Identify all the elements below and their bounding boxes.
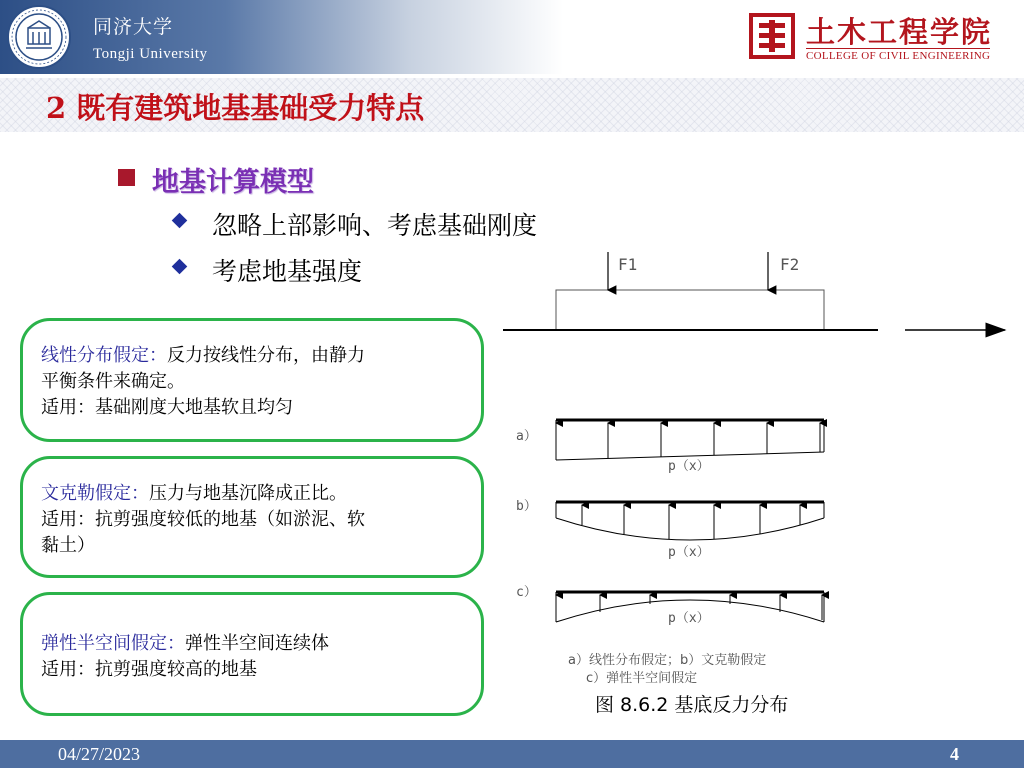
box-line	[41, 481, 481, 507]
footer-date: 04/27/2023	[58, 744, 141, 764]
university-name-cn: 同济大学	[93, 16, 174, 38]
figure-legend-line1: a）线性分布假定；b）文克勒假定	[568, 653, 767, 668]
case-label-c: c）	[516, 585, 537, 600]
foundation-top	[503, 252, 1005, 330]
bullet-level2-text: 考虑地基强度	[212, 257, 363, 286]
base-reaction-diagram	[500, 240, 1010, 690]
px-label: p（x）	[668, 611, 710, 626]
square-bullet-icon	[118, 169, 135, 186]
footer-band	[0, 740, 1024, 768]
college-name-en: COLLEGE OF CIVIL ENGINEERING	[806, 50, 991, 62]
case-label-a: a）	[516, 429, 537, 444]
px-label: p（x）	[668, 459, 710, 474]
box-line: 适用：抗剪强度较低的地基（如淤泥、软	[41, 509, 365, 530]
college-logo-icon	[748, 12, 796, 60]
reaction-elastic	[516, 585, 824, 626]
box-line	[41, 631, 481, 657]
university-name-en: Tongji University	[93, 46, 208, 62]
case-label-b: b）	[516, 499, 537, 514]
box-line: 适用：抗剪强度较高的地基	[41, 659, 257, 680]
college-name-cn: 土木工程学院	[806, 15, 993, 49]
tongji-logo-icon	[6, 4, 72, 70]
diamond-bullet-icon	[172, 213, 188, 229]
force-label-f1: F1	[618, 255, 638, 274]
box-line: 黏土）	[41, 535, 95, 556]
box-term: 线性分布假定：	[41, 345, 167, 366]
page-number: 4	[950, 744, 959, 764]
box-text: 反力按线性分布，由静力	[167, 345, 365, 366]
assumption-box-winkler	[20, 456, 484, 578]
reaction-linear	[516, 420, 824, 474]
box-line	[41, 343, 481, 369]
px-label: p（x）	[668, 545, 710, 560]
box-term: 弹性半空间假定：	[41, 633, 185, 654]
assumption-box-elastic	[20, 592, 484, 716]
assumption-box-linear	[20, 318, 484, 442]
figure-caption: 图 8.6.2 基底反力分布	[595, 694, 789, 716]
box-line: 适用：基础刚度大地基软且均匀	[41, 397, 293, 418]
box-text: 弹性半空间连续体	[185, 633, 329, 654]
bullet-level2-text: 忽略上部影响、考虑基础刚度	[212, 211, 538, 240]
figure-legend-line2: c）弹性半空间假定	[586, 671, 698, 686]
slide-title: 2 既有建筑地基基础受力特点	[46, 91, 425, 125]
force-label-f2: F2	[780, 255, 800, 274]
bullet-level1-text: 地基计算模型	[152, 167, 314, 198]
box-line: 平衡条件来确定。	[41, 371, 185, 392]
box-text: 压力与地基沉降成正比。	[149, 483, 347, 504]
reaction-winkler	[516, 499, 824, 560]
box-term: 文克勒假定：	[41, 483, 149, 504]
diamond-bullet-icon	[172, 259, 188, 275]
